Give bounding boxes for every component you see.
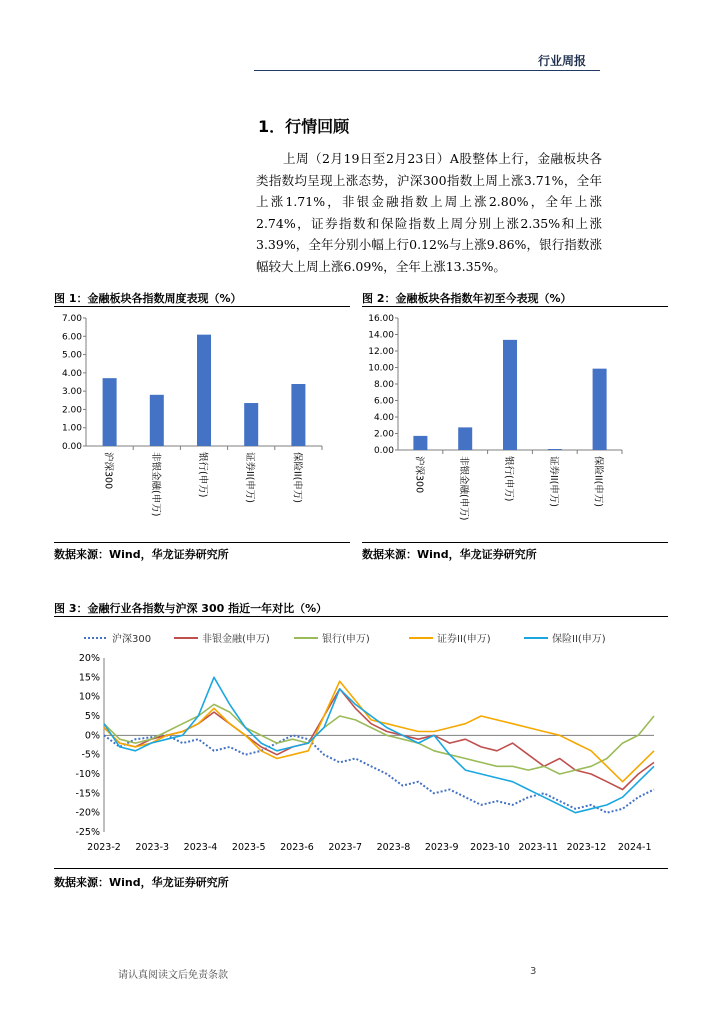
y-tick-label: -20%: [75, 807, 100, 819]
series-line-4: [104, 677, 654, 812]
category-label-3: 证券II(申万): [244, 452, 256, 504]
y-tick-label: 2.00: [373, 429, 394, 440]
x-tick-label-1: 2023-3: [135, 842, 170, 853]
y-tick-label: 1.00: [61, 423, 82, 434]
y-tick-label: 7.00: [61, 314, 82, 324]
category-label-1: 非银金融(申万): [458, 456, 470, 521]
category-label-1: 非银金融(申万): [149, 452, 161, 517]
y-tick-label: 0.00: [61, 442, 82, 452]
y-tick-label: -10%: [75, 769, 100, 780]
x-tick-label-8: 2023-10: [470, 842, 510, 853]
figure2-caption: 图 2：金融板块各指数年初至今表现（%）: [362, 292, 572, 305]
x-tick-label-6: 2023-8: [376, 842, 411, 853]
figure2-top-rule: [362, 306, 668, 307]
figure3-caption: 图 3：金融行业各指数与沪深 300 指近一年对比（%）: [54, 602, 328, 615]
y-tick-label: 6.00: [373, 396, 394, 407]
bar-1: [150, 395, 164, 446]
figure1-top-rule: [54, 306, 350, 307]
bar-2: [503, 340, 517, 450]
figure3-top-rule: [54, 616, 668, 617]
bar-3: [244, 403, 258, 446]
figure3-source: 数据来源：Wind，华龙证券研究所: [54, 876, 229, 889]
bar-4: [593, 369, 607, 450]
category-label-2: 银行(申万): [197, 452, 208, 498]
y-tick-label: 5%: [84, 711, 100, 722]
legend-label-1: 非银金融(申万): [202, 634, 270, 645]
category-label-3: 证券II(申万): [547, 456, 559, 508]
legend-label-3: 证券II(申万): [437, 634, 491, 645]
page-number: 3: [530, 966, 537, 977]
y-tick-label: 10%: [78, 691, 100, 703]
y-tick-label: 15%: [78, 672, 100, 684]
x-tick-label-7: 2023-9: [424, 842, 459, 853]
category-label-4: 保险II(申万): [291, 452, 303, 504]
x-tick-label-3: 2023-5: [231, 842, 266, 853]
y-tick-label: 10.00: [368, 363, 394, 374]
legend-label-4: 保险II(申万): [552, 634, 606, 645]
section-paragraph: 上周（2月19日至2月23日）A股整体上行，金融板块各类指数均呈现上涨态势，沪深300指数上周上涨3.71%，全年上涨1.71%，非银金融指数上周上涨2.80%，全年上涨2.74%，证券指数和保险指数上周分别上涨2.35%和上涨3.39%，全年分别小幅上行0.12%与上涨9.86%，银行指数涨幅较大上周上涨6.09%，全年上涨13.35%。: [256, 151, 602, 274]
legend-label-0: 沪深300: [112, 634, 152, 645]
y-tick-label: 16.00: [368, 314, 394, 324]
bar-3: [548, 449, 562, 450]
y-tick-label: 0.00: [373, 446, 394, 456]
category-label-0: 沪深300: [102, 452, 114, 490]
section-title: 1．行情回顾: [258, 117, 350, 136]
y-tick-label: 0%: [84, 730, 100, 742]
series-line-0: [104, 735, 654, 812]
figure2-chart: [362, 308, 668, 540]
figure3-bottom-rule: [54, 868, 668, 869]
bar-0: [413, 436, 427, 450]
y-tick-label: 4.00: [373, 413, 394, 423]
category-label-0: 沪深300: [413, 456, 425, 494]
bar-0: [103, 378, 117, 446]
x-tick-label-11: 2024-1: [617, 842, 652, 853]
x-tick-label-9: 2023-11: [518, 842, 559, 853]
figure1-chart: [54, 308, 350, 540]
footer-disclaimer: 请认真阅读文后免责条款: [118, 970, 228, 981]
y-tick-label: 6.00: [61, 332, 82, 343]
figure1-caption: 图 1：金融板块各指数周度表现（%）: [54, 292, 242, 305]
x-tick-label-0: 2023-2: [87, 842, 121, 853]
series-line-1: [104, 689, 654, 790]
x-tick-label-2: 2023-4: [183, 842, 218, 853]
bar-2: [197, 335, 211, 446]
bar-1: [458, 427, 472, 450]
category-label-4: 保险II(申万): [592, 456, 604, 508]
legend-label-2: 银行(申万): [322, 634, 370, 645]
y-tick-label: 4.00: [61, 368, 82, 379]
y-tick-label: 20%: [78, 653, 100, 664]
header-report-type: 行业周报: [538, 54, 587, 68]
x-tick-label-10: 2023-12: [566, 842, 607, 853]
figure2-bottom-rule: [362, 542, 668, 543]
x-tick-label-4: 2023-6: [280, 842, 314, 853]
y-tick-label: 8.00: [373, 380, 394, 390]
category-label-2: 银行(申万): [503, 456, 514, 502]
y-tick-label: -5%: [81, 749, 100, 761]
x-tick-label-5: 2023-7: [328, 842, 363, 853]
figure2-source: 数据来源：Wind，华龙证券研究所: [362, 548, 537, 561]
y-tick-label: -25%: [75, 827, 100, 838]
figure1-source: 数据来源：Wind，华龙证券研究所: [54, 548, 229, 561]
y-tick-label: 3.00: [61, 387, 82, 398]
series-line-2: [104, 704, 654, 774]
y-tick-label: 12.00: [368, 347, 394, 357]
bar-4: [291, 384, 305, 446]
figure3-chart: [54, 620, 668, 866]
figure1-bottom-rule: [54, 542, 350, 543]
y-tick-label: 14.00: [368, 330, 394, 341]
header-rule: [254, 70, 600, 71]
y-tick-label: 5.00: [61, 350, 82, 361]
y-tick-label: -15%: [75, 788, 100, 800]
y-tick-label: 2.00: [61, 405, 82, 416]
